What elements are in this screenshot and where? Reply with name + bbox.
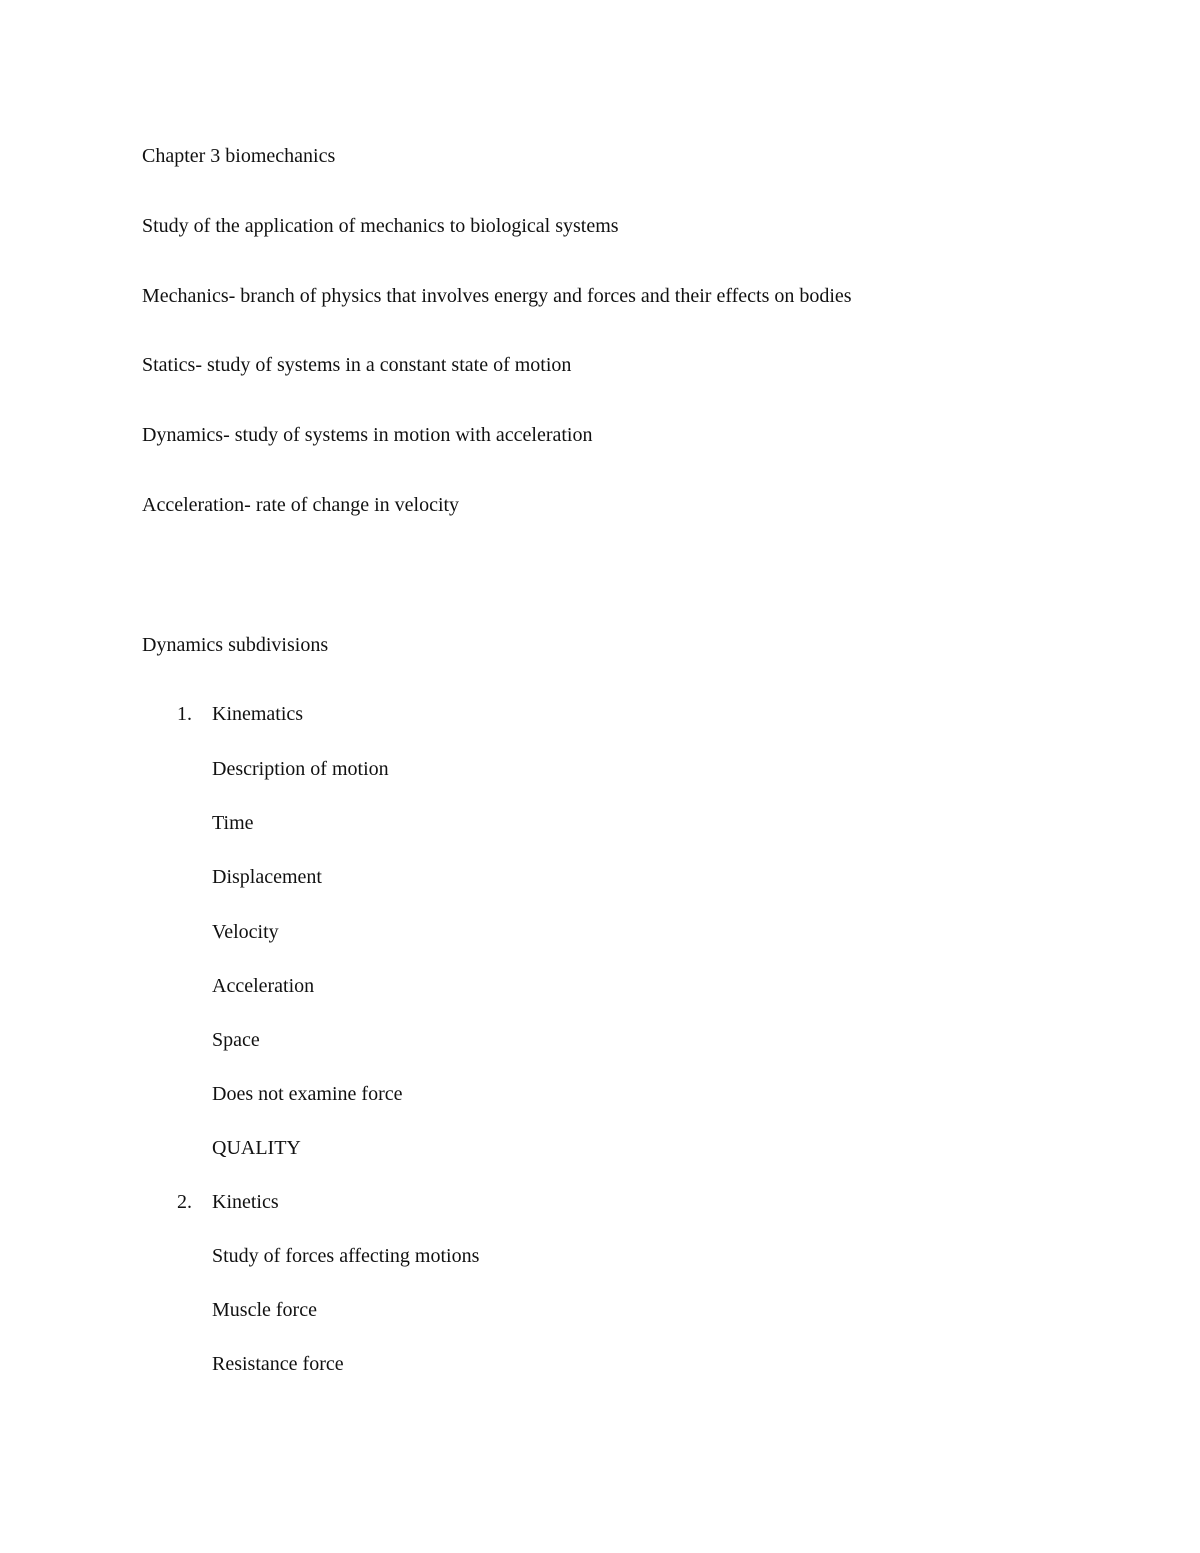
definition-line: Mechanics- branch of physics that involves energy and forces and their effects on bodies (142, 285, 852, 307)
list-item-detail: Description of motion (212, 758, 389, 780)
subdivisions-heading: Dynamics subdivisions (142, 634, 329, 656)
list-item-detail: Space (212, 1029, 260, 1051)
list-item-detail: Does not examine force (212, 1083, 403, 1105)
list-item-title: Kinetics (212, 1191, 279, 1213)
list-item-detail: Displacement (212, 866, 322, 888)
definition-line: Acceleration- rate of change in velocity (142, 494, 460, 516)
list-item-detail: Acceleration (212, 975, 315, 997)
list-item-detail: Time (212, 812, 254, 834)
list-item-detail: Study of forces affecting motions (212, 1245, 480, 1267)
list-item-number: 1. (177, 703, 192, 725)
definition-line: Statics- study of systems in a constant state of motion (142, 354, 572, 376)
document-heading: Chapter 3 biomechanics (142, 145, 336, 167)
definition-line: Dynamics- study of systems in motion with acceleration (142, 424, 593, 446)
list-item-detail: Velocity (212, 921, 279, 943)
list-item-detail: QUALITY (212, 1137, 301, 1159)
list-item-detail: Muscle force (212, 1299, 317, 1321)
definition-line: Study of the application of mechanics to biological systems (142, 215, 619, 237)
list-item-detail: Resistance force (212, 1353, 344, 1375)
list-item-title: Kinematics (212, 703, 304, 725)
list-item-number: 2. (177, 1191, 192, 1213)
